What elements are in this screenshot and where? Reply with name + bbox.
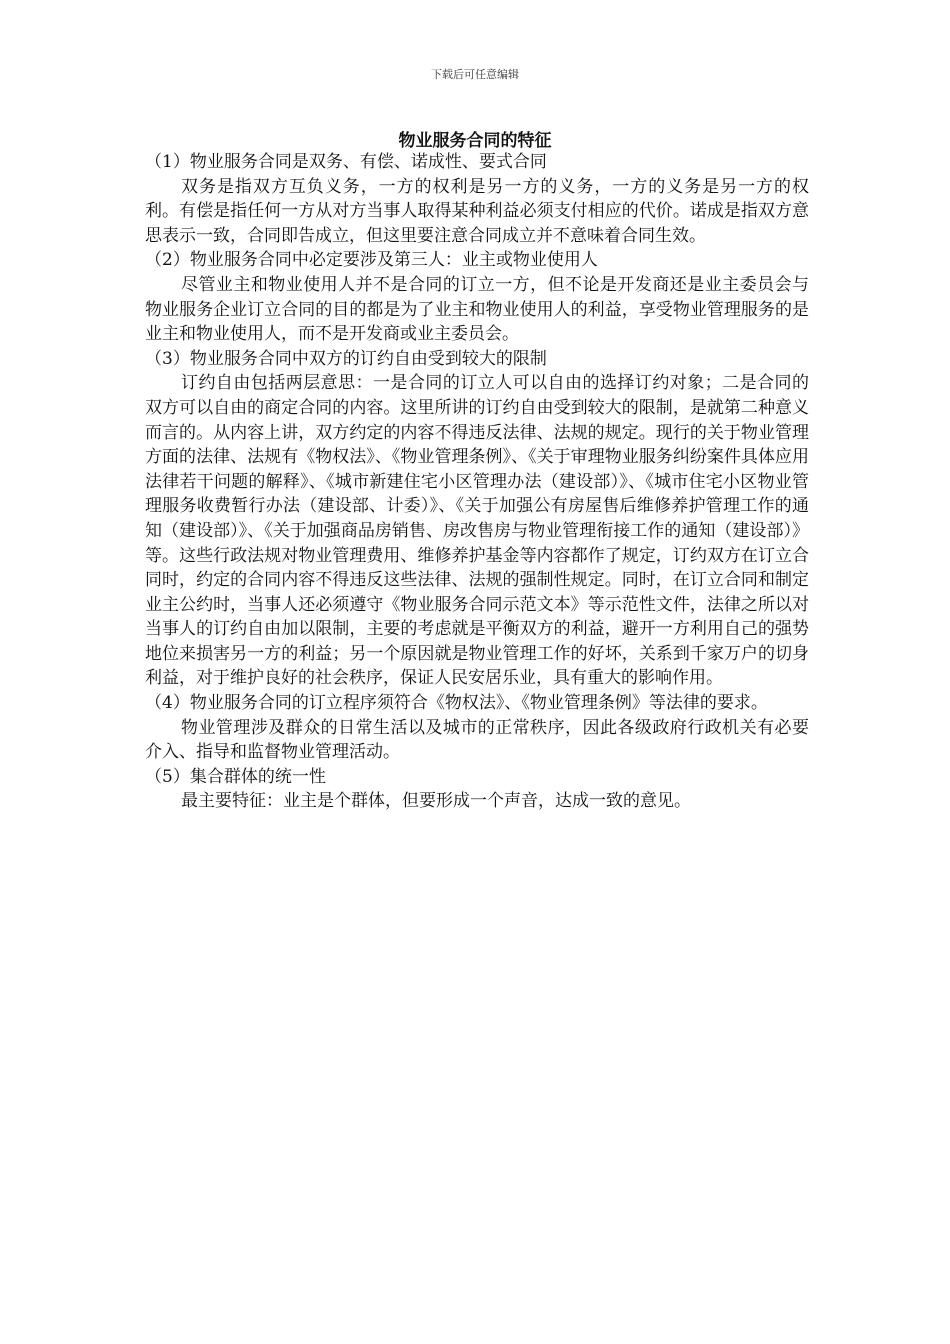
section-heading-2: （2）物业服务合同中必定要涉及第三人：业主或物业使用人 [145, 250, 598, 271]
section-heading-1: （1）物业服务合同是双务、有偿、诺成性、要式合同 [145, 152, 547, 172]
section-paragraph-1: 双务是指双方互负义务，一方的权利是另一方的义务，一方的义务是另一方的权利。有偿是指任何一方从对方当事人取得某种利益必须支付相应的代价。诺成是指双方意思表示一致，合同即告成立，但这里要注意合同成立并不意味着合同生效。 [145, 176, 809, 246]
section-paragraph-3: 订约自由包括两层意思：一是合同的订立人可以自由的选择订约对象；二是合同的双方可以自由的商定合同的内容。这里所讲的订约自由受到较大的限制，是就第二种意义而言的。从内容上讲，双方约定的内容不得违反法律、法规的规定。现行的关于物业管理方面的法律、法规有《物权法》、《物业管理条例》、《关于审理物业服务纠纷案件具体应用法律若干问题的解释》、《城市新建住宅小区管理办法（建设部）》、《城市住宅小区物业管理服务收费暂行办法（建设部、计委）》、《关于加强公有房屋售后维修养护管理工作的通知（建设部）》、《关于加强商品房销售、房改售房与物业管理衔接工作的通知（建设部）》等。这些行政法规对物业管理费用、维修养护基金等内容都作了规定，订约双方在订立合同时，约定的合同内容不得违反这些法律、法规的强制性规定。同时，在订立合同和制定业主公约时，当事人还必须遵守《物业服务合同示范文本》等示范性文件，法律之所以对当事人的订约自由加以限制，主要的考虑就是平衡双方的利益，避开一方利用自己的强势地位来损害另一方的利益；另一个原因就是物业管理工作的好坏，关系到千家万户的切身利益，对于维护良好的社会秩序，保证人民安居乐业，具有重大的影响作用。 [145, 373, 809, 689]
document-body [145, 150, 809, 814]
section-paragraph-2: 尽管业主和物业使用人并不是合同的订立一方，但不论是开发商还是业主委员会与物业服务企业订立合同的目的都是为了业主和物业使用人的利益，享受物业管理服务的是业主和物业使用人，而不是开发商或业主委员会。 [145, 274, 809, 345]
document-title: 物业服务合同的特征 [398, 131, 552, 151]
section-heading-5: （5）集合群体的统一性 [145, 766, 326, 787]
section-heading-3: （3）物业服务合同中双方的订约自由受到较大的限制 [145, 348, 547, 369]
section-paragraph-5: 最主要特征：业主是个群体，但要形成一个声音，达成一致的意见。 [181, 791, 691, 812]
header-note: 下载后可任意编辑 [431, 68, 519, 81]
section-paragraph-4: 物业管理涉及群众的日常生活以及城市的正常秩序，因此各级政府行政机关有必要介入、指导和监督物业管理活动。 [145, 717, 809, 763]
section-heading-4: （4）物业服务合同的订立程序须符合《物权法》、《物业管理条例》等法律的要求。 [145, 693, 768, 714]
